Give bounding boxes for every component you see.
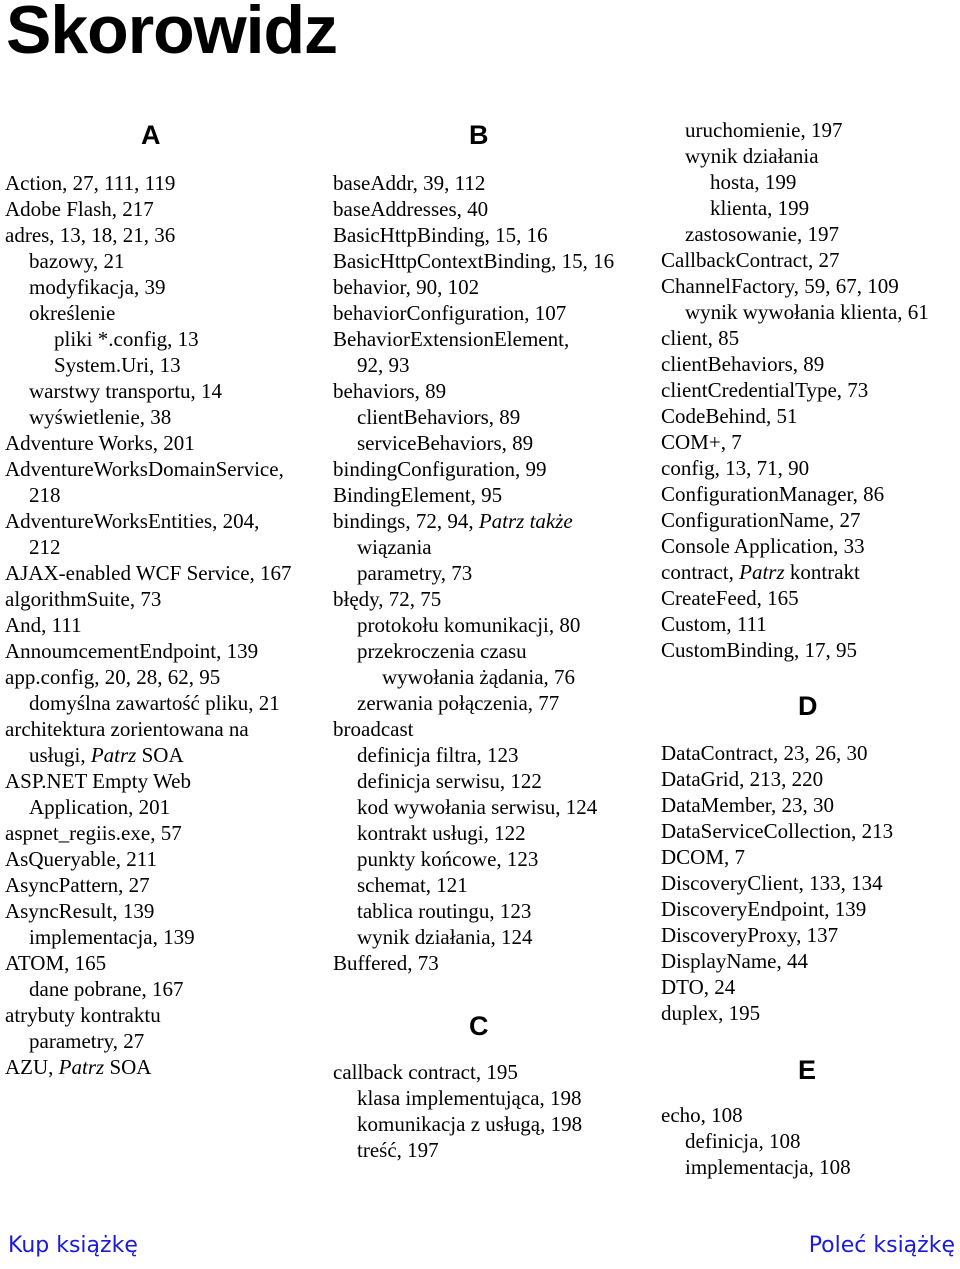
index-entry xyxy=(5,196,154,222)
entry-text: DataContract, 23, 26, 30 xyxy=(661,741,868,765)
section-letter: B xyxy=(469,120,489,150)
index-entry xyxy=(661,481,884,507)
entry-text: bindings, 72, 94, xyxy=(333,509,474,533)
entry-text: zastosowanie, 197 xyxy=(685,222,839,246)
entry-text: bindingConfiguration, 99 xyxy=(333,457,547,481)
index-entry xyxy=(357,794,597,820)
section-letter: C xyxy=(469,1011,489,1041)
see-reference: Patrz xyxy=(58,1055,105,1079)
index-entry xyxy=(357,430,533,456)
buy-book-link[interactable]: Kup książkę xyxy=(8,1233,138,1258)
index-entry xyxy=(661,455,809,481)
index-entry xyxy=(357,612,580,638)
index-entry xyxy=(661,273,899,299)
entry-text: tablica routingu, 123 xyxy=(357,899,532,923)
entry-text: komunikacja z usługą, 198 xyxy=(357,1112,583,1136)
entry-text: uruchomienie, 197 xyxy=(685,118,843,142)
see-reference: Patrz xyxy=(90,743,137,767)
index-entry xyxy=(333,196,488,222)
see-reference: Patrz xyxy=(739,560,785,584)
entry-text: CodeBehind, 51 xyxy=(661,404,798,428)
index-entry xyxy=(5,638,258,664)
entry-text: kod wywołania serwisu, 124 xyxy=(357,795,598,819)
index-entry xyxy=(357,924,533,950)
entry-text: AsyncResult, 139 xyxy=(5,899,155,923)
entry-text: clientBehaviors, 89 xyxy=(357,405,521,429)
entry-text: parametry, 27 xyxy=(29,1029,145,1053)
entry-text: 92, 93 xyxy=(357,353,410,377)
entry-text: hosta, 199 xyxy=(710,170,797,194)
index-entry xyxy=(661,247,839,273)
entry-text: Adobe Flash, 217 xyxy=(5,197,154,221)
index-entry xyxy=(5,586,161,612)
entry-text: ConfigurationName, 27 xyxy=(661,508,861,532)
index-entry xyxy=(357,1137,439,1163)
index-entry xyxy=(29,274,165,300)
entry-text: echo, 108 xyxy=(661,1103,743,1127)
page-title: Skorowidz xyxy=(6,0,338,68)
index-entry xyxy=(661,1102,743,1128)
entry-text: Application, 201 xyxy=(29,795,171,819)
index-entry xyxy=(29,248,124,274)
entry-text: AdventureWorksDomainService, xyxy=(5,457,284,481)
index-entry xyxy=(357,742,519,768)
index-entry xyxy=(661,403,798,429)
index-entry xyxy=(29,300,115,326)
entry-text: BehaviorExtensionElement, xyxy=(333,327,570,351)
section-letter: D xyxy=(798,691,818,721)
entry-text: klienta, 199 xyxy=(710,196,810,220)
entry-text: behavior, 90, 102 xyxy=(333,275,480,299)
entry-text: wynik wywołania klienta, 61 xyxy=(685,300,929,324)
entry-text: DataServiceCollection, 213 xyxy=(661,819,894,843)
entry-text: Buffered, 73 xyxy=(333,951,439,975)
entry-text: wynik działania xyxy=(685,144,819,168)
entry-text: behaviors, 89 xyxy=(333,379,447,403)
entry-text: implementacja, 139 xyxy=(29,925,195,949)
index-entry xyxy=(661,637,857,663)
index-entry xyxy=(357,560,472,586)
index-entry xyxy=(5,950,106,976)
entry-text: System.Uri, 13 xyxy=(54,353,181,377)
index-entry xyxy=(333,274,479,300)
entry-text: przekroczenia czasu xyxy=(357,639,527,663)
index-entry xyxy=(5,664,220,690)
entry-text: definicja serwisu, 122 xyxy=(357,769,542,793)
index-entry xyxy=(357,898,531,924)
entry-text: CreateFeed, 165 xyxy=(661,586,799,610)
index-entry xyxy=(685,1128,800,1154)
entry-text: zerwania połączenia, 77 xyxy=(357,691,560,715)
entry-text: schemat, 121 xyxy=(357,873,468,897)
entry-text: clientBehaviors, 89 xyxy=(661,352,825,376)
see-target: SOA xyxy=(141,743,184,767)
index-entry xyxy=(685,143,819,169)
entry-text: app.config, 20, 28, 62, 95 xyxy=(5,665,221,689)
index-entry xyxy=(29,976,184,1002)
entry-text: baseAddr, 39, 112 xyxy=(333,171,486,195)
entry-text: wywołania żądania, 76 xyxy=(382,665,576,689)
entry-text: DCOM, 7 xyxy=(661,845,746,869)
entry-text: warstwy transportu, 14 xyxy=(29,379,223,403)
index-entry xyxy=(5,846,157,872)
index-entry xyxy=(661,559,860,585)
index-entry xyxy=(357,534,432,560)
entry-text: contract, xyxy=(661,560,734,584)
index-entry xyxy=(5,222,175,248)
entry-text: BasicHttpBinding, 15, 16 xyxy=(333,223,548,247)
entry-text: Console Application, 33 xyxy=(661,534,865,558)
index-entry xyxy=(357,768,542,794)
index-entry xyxy=(333,1059,518,1085)
index-entry xyxy=(685,299,929,325)
index-entry xyxy=(5,1054,151,1080)
entry-text: AJAX-enabled WCF Service, 167 xyxy=(5,561,292,585)
index-entry xyxy=(54,352,181,378)
entry-text: CallbackContract, 27 xyxy=(661,248,840,272)
index-entry xyxy=(333,716,413,742)
entry-text: client, 85 xyxy=(661,326,740,350)
index-entry xyxy=(661,974,735,1000)
see-reference: Patrz także xyxy=(478,509,573,533)
entry-text: adres, 13, 18, 21, 36 xyxy=(5,223,176,247)
entry-text: behaviorConfiguration, 107 xyxy=(333,301,567,325)
index-entry xyxy=(357,872,468,898)
index-entry xyxy=(5,898,154,924)
index-entry xyxy=(357,352,410,378)
entry-text: Adventure Works, 201 xyxy=(5,431,195,455)
entry-text: broadcast xyxy=(333,717,414,741)
index-entry xyxy=(661,896,866,922)
entry-text: klasa implementująca, 198 xyxy=(357,1086,582,1110)
entry-text: wyświetlenie, 38 xyxy=(29,405,172,429)
entry-text: ChannelFactory, 59, 67, 109 xyxy=(661,274,899,298)
index-entry xyxy=(29,690,280,716)
index-entry xyxy=(333,170,485,196)
entry-text: usługi, xyxy=(29,743,86,767)
see-target: kontrakt xyxy=(789,560,860,584)
entry-text: wynik działania, 124 xyxy=(357,925,533,949)
index-entry xyxy=(685,117,842,143)
index-entry xyxy=(661,429,742,455)
recommend-book-link[interactable]: Poleć książkę xyxy=(808,1233,955,1258)
entry-text: callback contract, 195 xyxy=(333,1060,518,1084)
index-entry xyxy=(661,1000,760,1026)
index-entry xyxy=(661,844,745,870)
index-entry xyxy=(333,950,439,976)
entry-text: AZU, xyxy=(5,1055,54,1079)
entry-text: serviceBehaviors, 89 xyxy=(357,431,534,455)
index-entry xyxy=(661,740,867,766)
index-entry xyxy=(5,170,175,196)
index-entry xyxy=(333,456,547,482)
entry-text: Custom, 111 xyxy=(661,612,767,636)
index-entry xyxy=(710,195,809,221)
index-entry xyxy=(333,586,441,612)
index-entry xyxy=(661,922,838,948)
entry-text: COM+, 7 xyxy=(661,430,742,454)
index-entry xyxy=(357,404,520,430)
entry-text: BasicHttpContextBinding, 15, 16 xyxy=(333,249,615,273)
entry-text: baseAddresses, 40 xyxy=(333,197,489,221)
index-entry xyxy=(5,872,150,898)
index-entry xyxy=(661,533,865,559)
index-entry xyxy=(333,378,446,404)
index-entry xyxy=(333,482,502,508)
index-entry xyxy=(29,378,222,404)
entry-text: bazowy, 21 xyxy=(29,249,125,273)
index-entry xyxy=(5,508,259,534)
entry-text: ConfigurationManager, 86 xyxy=(661,482,885,506)
entry-text: config, 13, 71, 90 xyxy=(661,456,810,480)
entry-text: aspnet_regiis.exe, 57 xyxy=(5,821,182,845)
index-entry xyxy=(357,1111,582,1137)
index-entry xyxy=(29,404,171,430)
index-entry xyxy=(333,248,614,274)
entry-text: BindingElement, 95 xyxy=(333,483,503,507)
entry-text: DataGrid, 213, 220 xyxy=(661,767,824,791)
entry-text: dane pobrane, 167 xyxy=(29,977,184,1001)
index-entry xyxy=(29,482,61,508)
index-entry xyxy=(5,456,284,482)
index-entry xyxy=(357,1085,582,1111)
entry-text: treść, 197 xyxy=(357,1138,439,1162)
index-entry xyxy=(685,1154,851,1180)
index-entry xyxy=(661,611,767,637)
entry-text: AsyncPattern, 27 xyxy=(5,873,150,897)
section-letter: A xyxy=(141,120,161,150)
index-entry xyxy=(5,716,249,742)
entry-text: AdventureWorksEntities, 204, xyxy=(5,509,260,533)
index-entry xyxy=(54,326,199,352)
entry-text: CustomBinding, 17, 95 xyxy=(661,638,858,662)
see-target: SOA xyxy=(109,1055,152,1079)
entry-text: wiązania xyxy=(357,535,432,559)
entry-text: DisplayName, 44 xyxy=(661,949,808,973)
index-entry xyxy=(661,818,893,844)
entry-text: modyfikacja, 39 xyxy=(29,275,166,299)
entry-text: DiscoveryClient, 133, 134 xyxy=(661,871,883,895)
entry-text: DTO, 24 xyxy=(661,975,736,999)
entry-text: duplex, 195 xyxy=(661,1001,761,1025)
index-entry xyxy=(333,508,573,534)
index-entry xyxy=(710,169,796,195)
index-entry xyxy=(333,326,569,352)
entry-text: błędy, 72, 75 xyxy=(333,587,442,611)
entry-text: DiscoveryProxy, 137 xyxy=(661,923,839,947)
entry-text: określenie xyxy=(29,301,116,325)
entry-text: Action, 27, 111, 119 xyxy=(5,171,176,195)
index-entry xyxy=(29,534,61,560)
entry-text: parametry, 73 xyxy=(357,561,473,585)
index-entry xyxy=(382,664,575,690)
entry-text: kontrakt usługi, 122 xyxy=(357,821,526,845)
index-entry xyxy=(29,794,170,820)
index-entry xyxy=(333,300,566,326)
entry-text: AsQueryable, 211 xyxy=(5,847,158,871)
index-entry xyxy=(5,612,82,638)
entry-text: architektura zorientowana na xyxy=(5,717,249,741)
entry-text: punkty końcowe, 123 xyxy=(357,847,539,871)
entry-text: 218 xyxy=(29,483,61,507)
index-entry xyxy=(5,430,195,456)
index-entry xyxy=(661,325,739,351)
entry-text: ATOM, 165 xyxy=(5,951,107,975)
index-entry xyxy=(5,560,292,586)
index-entry xyxy=(29,924,195,950)
entry-text: implementacja, 108 xyxy=(685,1155,851,1179)
index-entry xyxy=(357,690,559,716)
index-entry xyxy=(29,742,184,768)
entry-text: domyślna zawartość pliku, 21 xyxy=(29,691,280,715)
entry-text: definicja, 108 xyxy=(685,1129,801,1153)
index-entry xyxy=(357,820,526,846)
index-entry xyxy=(5,768,191,794)
index-entry xyxy=(5,1002,161,1028)
index-entry xyxy=(661,585,799,611)
section-letter: E xyxy=(798,1055,817,1085)
index-entry xyxy=(661,870,883,896)
entry-text: definicja filtra, 123 xyxy=(357,743,519,767)
index-entry xyxy=(5,820,182,846)
index-entry xyxy=(661,351,824,377)
entry-text: AnnoumcementEndpoint, 139 xyxy=(5,639,259,663)
index-entry xyxy=(357,846,538,872)
entry-text: clientCredentialType, 73 xyxy=(661,378,869,402)
entry-text: algorithmSuite, 73 xyxy=(5,587,162,611)
index-entry xyxy=(333,222,548,248)
index-entry xyxy=(685,221,839,247)
entry-text: 212 xyxy=(29,535,61,559)
index-entry xyxy=(661,792,834,818)
index-entry xyxy=(661,377,868,403)
index-entry xyxy=(661,766,823,792)
entry-text: DiscoveryEndpoint, 139 xyxy=(661,897,867,921)
index-entry xyxy=(29,1028,144,1054)
entry-text: DataMember, 23, 30 xyxy=(661,793,834,817)
entry-text: atrybuty kontraktu xyxy=(5,1003,161,1027)
index-entry xyxy=(661,507,860,533)
entry-text: protokołu komunikacji, 80 xyxy=(357,613,581,637)
index-entry xyxy=(661,948,808,974)
index-entry xyxy=(357,638,527,664)
entry-text: pliki *.config, 13 xyxy=(54,327,199,351)
entry-text: And, 111 xyxy=(5,613,82,637)
entry-text: ASP.NET Empty Web xyxy=(5,769,191,793)
